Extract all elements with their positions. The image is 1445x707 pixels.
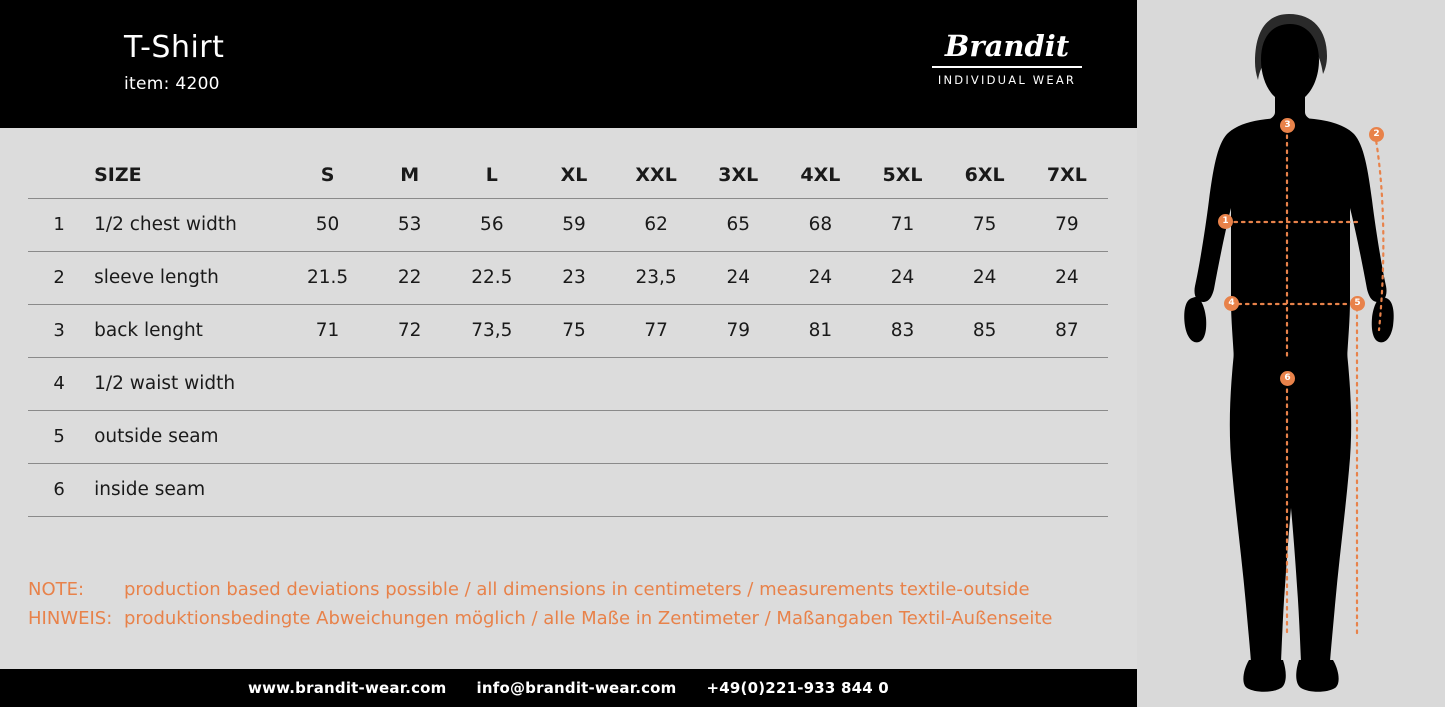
brand-divider xyxy=(932,66,1082,68)
row-index: 1 xyxy=(28,198,90,251)
table-row xyxy=(28,357,1108,410)
cell-4xl xyxy=(779,410,861,463)
row-label: 1/2 chest width xyxy=(90,198,286,251)
row-index: 4 xyxy=(28,357,90,410)
header-col-xxl: XXL xyxy=(615,152,697,198)
cell-4xl xyxy=(779,463,861,516)
size-table-wrapper xyxy=(28,152,1108,517)
header-size-label: SIZE xyxy=(90,152,286,198)
header-col-6xl: 6XL xyxy=(944,152,1026,198)
cell-m: 22 xyxy=(369,251,451,304)
cell-m xyxy=(369,463,451,516)
note-line-en xyxy=(28,575,1052,604)
figure-panel xyxy=(1137,0,1445,707)
cell-7xl: 87 xyxy=(1026,304,1108,357)
cell-xxl xyxy=(615,357,697,410)
cell-3xl xyxy=(697,357,779,410)
cell-5xl: 83 xyxy=(861,304,943,357)
cell-3xl: 24 xyxy=(697,251,779,304)
row-label: sleeve length xyxy=(90,251,286,304)
table-row xyxy=(28,410,1108,463)
cell-m xyxy=(369,410,451,463)
cell-xl xyxy=(533,410,615,463)
hint-label: HINWEIS: xyxy=(28,608,113,629)
cell-xxl: 77 xyxy=(615,304,697,357)
cell-5xl xyxy=(861,357,943,410)
cell-7xl xyxy=(1026,410,1108,463)
cell-m: 53 xyxy=(369,198,451,251)
cell-5xl xyxy=(861,463,943,516)
cell-6xl xyxy=(944,463,1026,516)
footer-phone: +49(0)221-933 844 0 xyxy=(706,679,889,697)
right-foot-shape xyxy=(1296,660,1338,692)
cell-7xl: 24 xyxy=(1026,251,1108,304)
table-header xyxy=(28,152,1108,198)
marker-2-sleeve-length: 2 xyxy=(1369,127,1384,142)
body-figure xyxy=(1137,0,1445,707)
cell-7xl: 79 xyxy=(1026,198,1108,251)
cell-6xl xyxy=(944,410,1026,463)
cell-xxl xyxy=(615,410,697,463)
row-label: outside seam xyxy=(90,410,286,463)
cell-3xl xyxy=(697,463,779,516)
row-index: 5 xyxy=(28,410,90,463)
cell-l: 56 xyxy=(451,198,533,251)
left-hand-shape xyxy=(1184,297,1206,342)
footer-email[interactable]: info@brandit-wear.com xyxy=(476,679,677,697)
header-col-5xl: 5XL xyxy=(861,152,943,198)
table-row xyxy=(28,198,1108,251)
cell-6xl: 24 xyxy=(944,251,1026,304)
table-row xyxy=(28,251,1108,304)
header-index xyxy=(28,152,90,198)
cell-m: 72 xyxy=(369,304,451,357)
header-col-s: S xyxy=(286,152,368,198)
cell-s: 21.5 xyxy=(286,251,368,304)
notes-block xyxy=(28,575,1052,633)
header-col-7xl: 7XL xyxy=(1026,152,1108,198)
row-index: 6 xyxy=(28,463,90,516)
brand-name: Brandit xyxy=(944,29,1070,63)
cell-s xyxy=(286,410,368,463)
note-text: production based deviations possible / all dimensions in centimeters / measurements textile-outside xyxy=(124,579,1030,600)
table-body xyxy=(28,198,1108,516)
cell-5xl xyxy=(861,410,943,463)
brand-logo xyxy=(907,29,1107,87)
right-hand-shape xyxy=(1372,297,1394,342)
cell-l xyxy=(451,410,533,463)
cell-6xl: 85 xyxy=(944,304,1026,357)
cell-m xyxy=(369,357,451,410)
marker-4-waist-width: 4 xyxy=(1224,296,1239,311)
cell-5xl: 24 xyxy=(861,251,943,304)
item-number: item: 4200 xyxy=(124,74,220,94)
note-label: NOTE: xyxy=(28,579,85,600)
cell-s xyxy=(286,357,368,410)
cell-s xyxy=(286,463,368,516)
cell-xxl xyxy=(615,463,697,516)
note-line-de xyxy=(28,604,1052,633)
marker-3-back-length: 3 xyxy=(1280,118,1295,133)
cell-4xl: 68 xyxy=(779,198,861,251)
cell-5xl: 71 xyxy=(861,198,943,251)
footer-website[interactable]: www.brandit-wear.com xyxy=(248,679,447,697)
row-label: inside seam xyxy=(90,463,286,516)
marker-6-inside-seam: 6 xyxy=(1280,371,1295,386)
row-label: back lenght xyxy=(90,304,286,357)
table-header-row xyxy=(28,152,1108,198)
cell-6xl: 75 xyxy=(944,198,1026,251)
marker-1-chest-width: 1 xyxy=(1218,214,1233,229)
header-col-4xl: 4XL xyxy=(779,152,861,198)
row-index: 3 xyxy=(28,304,90,357)
cell-l xyxy=(451,357,533,410)
cell-xxl: 23,5 xyxy=(615,251,697,304)
cell-3xl: 65 xyxy=(697,198,779,251)
head-shape xyxy=(1257,24,1323,124)
left-foot-shape xyxy=(1243,660,1285,692)
cell-7xl xyxy=(1026,463,1108,516)
table-row xyxy=(28,463,1108,516)
footer-bar xyxy=(0,669,1137,707)
cell-l: 22.5 xyxy=(451,251,533,304)
hint-text: produktionsbedingte Abweichungen möglich / alle Maße in Zentimeter / Maßangaben Textil-Außenseite xyxy=(124,608,1053,629)
header-col-m: M xyxy=(369,152,451,198)
cell-7xl xyxy=(1026,357,1108,410)
cell-4xl: 24 xyxy=(779,251,861,304)
cell-xl xyxy=(533,357,615,410)
cell-l xyxy=(451,463,533,516)
header-bar xyxy=(0,0,1137,128)
cell-xxl: 62 xyxy=(615,198,697,251)
legs-shape xyxy=(1230,352,1351,662)
cell-xl xyxy=(533,463,615,516)
header-col-xl: XL xyxy=(533,152,615,198)
table-row xyxy=(28,304,1108,357)
cell-s: 71 xyxy=(286,304,368,357)
cell-xl: 75 xyxy=(533,304,615,357)
cell-l: 73,5 xyxy=(451,304,533,357)
page-title: T-Shirt xyxy=(124,30,225,65)
cell-4xl: 81 xyxy=(779,304,861,357)
cell-xl: 23 xyxy=(533,251,615,304)
cell-3xl: 79 xyxy=(697,304,779,357)
cell-s: 50 xyxy=(286,198,368,251)
cell-xl: 59 xyxy=(533,198,615,251)
header-col-3xl: 3XL xyxy=(697,152,779,198)
cell-6xl xyxy=(944,357,1026,410)
brand-tagline: INDIVIDUAL WEAR xyxy=(937,73,1077,87)
size-table xyxy=(28,152,1108,517)
header-col-l: L xyxy=(451,152,533,198)
row-label: 1/2 waist width xyxy=(90,357,286,410)
cell-4xl xyxy=(779,357,861,410)
marker-5-outside-seam: 5 xyxy=(1350,296,1365,311)
row-index: 2 xyxy=(28,251,90,304)
cell-3xl xyxy=(697,410,779,463)
